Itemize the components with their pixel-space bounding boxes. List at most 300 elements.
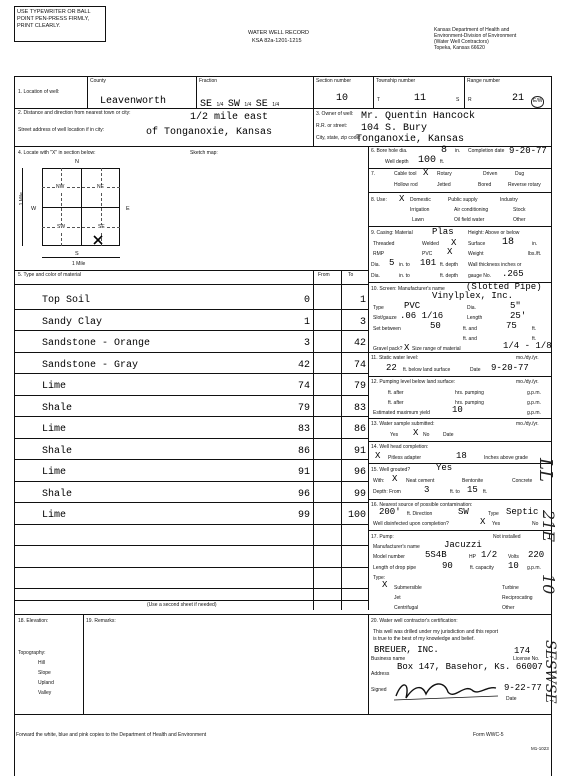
gauge-label: gauge No. — [468, 273, 492, 279]
materials-footer-line — [14, 600, 368, 601]
set-from: 50 — [430, 321, 441, 331]
item7-label: 7. — [371, 171, 376, 177]
margin-note-3: 10 — [539, 574, 558, 595]
item7-mark: X — [423, 168, 429, 178]
screen-type-label: Type — [373, 305, 384, 311]
bottom-line — [14, 714, 552, 715]
head-mark: X — [375, 451, 381, 461]
material-name: Shale — [42, 445, 73, 457]
location-mark-x — [92, 234, 104, 246]
material-row — [14, 505, 368, 527]
item16-line — [368, 530, 552, 531]
grout-to: 15 — [467, 485, 478, 495]
casing-material: Plas — [432, 227, 454, 237]
grid-dash-h2 — [42, 227, 120, 228]
material-row — [14, 462, 368, 484]
material-to: 83 — [353, 402, 366, 414]
elevation-label: 18. Elevation: — [18, 618, 49, 624]
business-label: Business name — [371, 656, 406, 662]
capacity-gpm: g.p.m. — [527, 565, 541, 571]
weight-label: Weight — [468, 251, 484, 257]
weight-unit: lbs./ft. — [528, 251, 542, 257]
bore-label: 6. Bore hole dia. — [371, 148, 408, 154]
casing-label: 9. Casing: Material — [371, 230, 413, 236]
material-from: 99 — [297, 510, 310, 521]
street-value: of Tonganoxie, Kansas — [146, 127, 273, 138]
sample-date-label: Date — [443, 432, 454, 438]
item7-line — [368, 192, 552, 193]
pump-volts: 220 — [528, 550, 545, 560]
capacity-value: 10 — [508, 561, 519, 571]
compass-n: N — [75, 159, 79, 165]
row1-divider-2 — [196, 76, 197, 108]
grid-dash-h1 — [42, 187, 120, 188]
margin-note-1: LL — [535, 458, 556, 482]
welded: Welded — [422, 241, 439, 247]
cert-text-2: is true to the best of my knowledge and belief. — [373, 636, 475, 642]
notice-line-2: POINT PEN-PRESS FIRMLY, — [17, 16, 90, 22]
use-ac: Air conditioning — [454, 207, 489, 213]
material-from: 96 — [297, 488, 310, 500]
material-row-line — [14, 395, 368, 396]
materials-label: 5. Type and color of material — [18, 272, 81, 278]
jetted: Jetted — [437, 182, 451, 188]
material-to: 74 — [353, 359, 366, 371]
yield-gpm: g.p.m. — [527, 410, 541, 416]
use-stock: Stock — [513, 207, 526, 213]
item6-line — [368, 168, 552, 169]
form-title: WATER WELL RECORD — [248, 30, 309, 36]
drop-label: Length of drop pipe — [373, 565, 417, 571]
materials-footer: (Use a second sheet if needed) — [147, 602, 217, 608]
pumping-gpm-1: g.p.m. — [527, 390, 541, 396]
pump-model: 5S4B — [425, 550, 447, 560]
use-irrigation: Irrigation — [410, 207, 430, 213]
material-name: Sandy Clay — [42, 316, 103, 328]
material-row — [14, 398, 368, 420]
material-to: 42 — [353, 338, 366, 349]
grout-ft: ft. — [483, 489, 488, 495]
signed-date: 9-22-77 — [504, 683, 542, 693]
grout-with: With: — [373, 478, 385, 484]
material-from: 83 — [297, 424, 310, 435]
static-date: 9-20-77 — [491, 363, 529, 373]
form-number: Form WWC-5 — [473, 732, 504, 738]
fraction-q2-unit: 1/4 — [244, 102, 252, 108]
pump-centrifugal: Centrifugal — [394, 605, 419, 611]
mile-label-h: 1 Mile — [72, 261, 86, 267]
material-name: Shale — [42, 488, 73, 500]
sample-unit: mo./dy./yr. — [516, 421, 539, 427]
material-name: Lime — [42, 510, 67, 521]
completion-label: Completion date — [468, 148, 505, 154]
grouted-label: 15. Well grouted? — [371, 467, 411, 473]
material-row-line — [14, 416, 368, 417]
contractor-signature — [392, 676, 504, 706]
material-row-line — [14, 330, 368, 331]
pump-manufacturer-label: Manufacturer's name — [373, 544, 420, 550]
screen-dia-label: Dia. — [467, 305, 476, 311]
surface-label: Surface — [468, 241, 486, 247]
to-header: To — [348, 272, 354, 278]
section-value: 10 — [336, 93, 349, 104]
use-public: Public supply — [448, 197, 478, 203]
disinfected-yes: Yes — [492, 521, 501, 527]
material-row-line — [14, 459, 368, 460]
pumping-hrs-2: hrs. pumping — [455, 400, 484, 406]
material-to: 99 — [353, 488, 366, 500]
materials-header-line — [14, 284, 368, 285]
static-date-label: Date — [470, 367, 481, 373]
pump-model-label: Model number — [373, 554, 405, 560]
surface-value: 18 — [502, 237, 515, 248]
pitless: Pitless adapter — [388, 455, 422, 461]
county-label: County — [90, 78, 106, 84]
section-grid-h — [42, 207, 120, 208]
quadrant-se: SE — [98, 224, 105, 230]
material-row — [14, 376, 368, 398]
fraction-q3-unit: 1/4 — [272, 102, 280, 108]
pump-hp: 1/2 — [481, 550, 498, 560]
fraction-label: Fraction — [199, 78, 218, 84]
grout-mark: X — [392, 474, 398, 484]
material-to: 79 — [353, 381, 366, 392]
material-name: Lime — [42, 467, 67, 478]
form-statute: KSA 82a-1201-1215 — [252, 38, 302, 44]
grout-neat: Neat cement — [406, 478, 435, 484]
owner-label: 3. Owner of well: — [316, 111, 354, 117]
empty-row-line — [14, 545, 368, 546]
material-row-line — [14, 502, 368, 503]
reverse-rotary: Reverse rotary — [508, 182, 541, 188]
length-value: 25' — [510, 311, 527, 321]
gravel-size: 1/4 - 1/8 — [503, 341, 552, 351]
slot-value: .06 1/16 — [400, 311, 444, 321]
empty-row-line — [14, 588, 368, 589]
distance-value: 1/2 mile east — [190, 112, 269, 123]
length-label: Length — [467, 315, 483, 321]
grout-bentonite: Bentonite — [462, 478, 484, 484]
notice-line-3: PRINT CLEARLY. — [17, 23, 61, 29]
pumping-hrs-1: hrs. pumping — [455, 390, 484, 396]
disinfected-label: Well disinfected upon completion? — [373, 521, 449, 527]
rotary: Rotary — [437, 171, 452, 177]
street-label: Street address of well location if in city: — [18, 127, 105, 133]
gravel-label: Gravel pack? — [373, 346, 403, 352]
pvc: PVC — [422, 251, 433, 257]
agency-line-2: Environment-Division of Environment — [434, 33, 517, 39]
material-row — [14, 441, 368, 463]
static-unit: mo./dy./yr. — [516, 355, 539, 361]
casing-dia-label: Dia. — [371, 262, 380, 268]
pvc-mark: X — [447, 247, 453, 257]
material-name: Lime — [42, 424, 67, 435]
agency-line-1: Kansas Department of Health and — [434, 27, 510, 33]
location-label: 1. Location of well: — [18, 89, 60, 95]
township-t: T — [377, 97, 381, 103]
section-label: Section number — [316, 78, 352, 84]
material-row-line — [14, 309, 368, 310]
business-name: BREUER, INC. — [374, 645, 439, 655]
material-row — [14, 290, 368, 312]
license-label: License No. — [513, 656, 540, 662]
contam-label: 16. Nearest source of possible contamination: — [371, 502, 473, 508]
head-above: 18 — [456, 451, 467, 461]
item11-line — [368, 376, 552, 377]
sample-yes: Yes — [390, 432, 399, 438]
township-value: 11 — [414, 93, 427, 104]
pump-turbine: Turbine — [502, 585, 519, 591]
agency-line-4: Topeka, Kansas 66620 — [434, 45, 485, 51]
material-row-line — [14, 481, 368, 482]
material-to: 86 — [353, 424, 366, 435]
set-ft: ft. — [532, 326, 537, 332]
margin-note-2: 21E — [539, 510, 558, 543]
pump-type-mark: X — [382, 580, 388, 590]
static-label: 11. Static water level: — [371, 355, 419, 361]
item14-line — [368, 463, 552, 464]
screen-dia: 5" — [510, 301, 521, 311]
pump-jet: Jet — [394, 595, 401, 601]
pump-not-installed: Not installed — [493, 534, 521, 540]
material-to: 100 — [347, 510, 366, 521]
material-from: 42 — [297, 359, 310, 371]
pumping-label: 12. Pumping level below land surface: — [371, 379, 456, 385]
contam-type: Septic — [506, 507, 539, 517]
material-row — [14, 419, 368, 441]
set-and: ft. and — [463, 326, 477, 332]
gravel-size-label: Size range of material — [412, 346, 461, 352]
use-other: Other — [513, 217, 526, 223]
material-to: 96 — [353, 467, 366, 478]
contam-type-label: Type — [488, 511, 499, 517]
row2-divider — [313, 108, 314, 146]
item15-line — [368, 499, 552, 500]
material-row-line — [14, 438, 368, 439]
bottom-divider-2 — [368, 614, 369, 714]
hollow-rod: Hollow rod — [394, 182, 418, 188]
fraction-value — [200, 93, 279, 111]
casing-ft-depth-2: ft. depth — [440, 273, 459, 279]
material-name: Sandstone - Orange — [42, 338, 151, 349]
quadrant-ne: NE — [97, 184, 104, 190]
signed-date-label: Date — [506, 696, 517, 702]
material-to: 1 — [359, 295, 366, 306]
city-label: City, state, zip code: — [316, 135, 361, 141]
range-dir: E/W — [531, 96, 544, 108]
distance-label: 2. Distance and direction from nearest town or city: — [18, 110, 131, 116]
material-row-line — [14, 524, 368, 525]
county-value: Leavenworth — [100, 96, 167, 107]
pumping-unit: mo./dy./yr. — [516, 379, 539, 385]
compass-s: S — [75, 251, 79, 257]
locate-bottom-line — [14, 270, 368, 271]
material-from: 86 — [297, 445, 310, 457]
item13-line — [368, 441, 552, 442]
grout-from: 3 — [424, 485, 430, 495]
mile-label-v: 1 Mile — [18, 192, 25, 206]
depth-ft: ft. — [440, 159, 445, 165]
range-r: R — [468, 97, 472, 103]
disinfected-mark: X — [480, 517, 486, 527]
row2-bottom-line — [14, 146, 552, 147]
cert-text-1: This well was drilled under my jurisdiction and this report — [373, 629, 499, 635]
mile-bar-v — [22, 168, 23, 246]
bored: Bored — [478, 182, 492, 188]
grout-to-label: ft. to — [450, 489, 460, 495]
pump-label: 17. Pump: — [371, 534, 394, 540]
row1-divider-4 — [373, 76, 374, 108]
item8-line — [368, 226, 552, 227]
surface-in: in. — [532, 241, 538, 247]
static-below: ft. below land surface — [403, 367, 451, 373]
casing-to-label: in. to — [399, 262, 410, 268]
quadrant-sw: SW — [57, 224, 66, 230]
slot-label: Slot/gauze — [373, 315, 397, 321]
pump-other: Other — [502, 605, 515, 611]
material-name: Sandstone - Gray — [42, 359, 139, 371]
use-mark: X — [399, 194, 405, 204]
pump-submersible: Submersible — [394, 585, 422, 591]
material-to: 3 — [359, 316, 366, 328]
use-domestic: Domestic — [410, 197, 431, 203]
pump-reciprocating: Reciprocating — [502, 595, 533, 601]
sample-label: 13. Water sample submitted: — [371, 421, 435, 427]
dug: Dug — [515, 171, 525, 177]
agency-line-3: (Water Well Contractors) — [434, 39, 489, 45]
topo-slope: Slope — [38, 670, 51, 676]
material-from: 3 — [303, 338, 310, 349]
casing-ft-depth: ft. depth — [440, 262, 459, 268]
head-label: 14. Well head completion: — [371, 444, 429, 450]
item12-line — [368, 418, 552, 419]
item10-line — [368, 352, 552, 353]
grout-concrete: Concrete — [512, 478, 533, 484]
casing-dia2-label: Dia. — [371, 273, 380, 279]
threaded: Threaded — [373, 241, 395, 247]
owner-value: Mr. Quentin Hancock — [361, 111, 476, 122]
range-value: 21 — [512, 93, 525, 104]
township-s: S — [456, 97, 460, 103]
material-row — [14, 312, 368, 334]
material-row — [14, 484, 368, 506]
pump-hp-label: HP — [469, 554, 476, 560]
topo-upland: Upland — [38, 680, 54, 686]
row1-divider-1 — [87, 76, 88, 108]
sample-no: No — [423, 432, 430, 438]
address-value: Box 147, Basehor, Ks. 66007 — [397, 662, 543, 672]
pumping-gpm-2: g.p.m. — [527, 400, 541, 406]
sample-mark: X — [413, 428, 419, 438]
depth-value: 100 — [418, 155, 437, 166]
material-from: 91 — [297, 467, 310, 478]
rr-label: R.R. or street: — [316, 123, 348, 129]
casing-dia2-to: in. to — [399, 273, 410, 279]
use-industry: Industry — [500, 197, 518, 203]
contam-direction-label: ft. Direction — [407, 511, 433, 517]
gauge-value: .265 — [502, 269, 524, 279]
bottom-top-line — [14, 614, 552, 615]
driven: Driven — [483, 171, 498, 177]
bottom-divider-1 — [83, 614, 84, 714]
screen-label: 10. Screen: Manufacturer's name — [371, 286, 445, 292]
compass-w: W — [31, 206, 37, 212]
compass-e: E — [126, 206, 130, 212]
fraction-q3: SE — [255, 99, 268, 110]
pumping-ft-after-1: ft. after — [388, 390, 404, 396]
topo-valley: Valley — [38, 690, 52, 696]
form-code: M1-1023 — [531, 746, 549, 751]
casing-mark: X — [451, 238, 457, 248]
forward-note: Forward the white, blue and pink copies to the Department of Health and Environment — [16, 732, 207, 738]
fraction-q1: SE — [200, 99, 213, 110]
head-above-label: Inches above grade — [484, 455, 528, 461]
material-row — [14, 355, 368, 377]
quadrant-nw: NW — [56, 184, 65, 190]
drop-value: 90 — [442, 561, 453, 571]
screen-manufacturer-2: Vinylplex, Inc. — [432, 291, 514, 301]
fraction-q2: SW — [227, 99, 240, 110]
notice-line-1: USE TYPEWRITER OR BALL — [17, 9, 91, 15]
height-label: Height: Above or below — [468, 230, 520, 236]
grout-depth-label: Depth: From — [373, 489, 401, 495]
range-label: Range number — [467, 78, 501, 84]
yield-value: 10 — [452, 405, 463, 415]
set-to: 75 — [506, 321, 517, 331]
cert-label: 20. Water well contractor's certification: — [371, 618, 458, 624]
set-and-2: ft. and — [463, 336, 477, 342]
contam-direction: SW — [458, 507, 469, 517]
signed-label: Signed — [371, 687, 387, 693]
material-from: 0 — [303, 295, 310, 306]
topography-label: Topography: — [18, 650, 46, 656]
set-label: Set between — [373, 326, 401, 332]
sketch-label: Sketch map: — [190, 150, 218, 156]
empty-row-line — [14, 567, 368, 568]
use-label: 8. Use: — [371, 197, 387, 203]
pumping-ft-after-2: ft. after — [388, 400, 404, 406]
material-name: Lime — [42, 381, 67, 392]
contam-distance: 200' — [379, 507, 401, 517]
material-name: Top Soil — [42, 295, 91, 306]
material-name: Shale — [42, 402, 73, 414]
address-label: Address — [371, 671, 390, 677]
remarks-label: 19. Remarks: — [86, 618, 116, 624]
bore-dia: 8 — [441, 145, 448, 156]
material-from: 1 — [303, 316, 310, 328]
material-row — [14, 333, 368, 355]
gravel-mark: X — [404, 343, 410, 353]
depth-label: Well depth — [385, 159, 409, 165]
pump-manufacturer: Jacuzzi — [444, 540, 482, 550]
locate-label: 4. Locate with "X" in section below: — [18, 150, 96, 156]
rmp: RMP — [373, 251, 385, 257]
yield-label: Estimated maximum yield — [373, 410, 430, 416]
row1-divider-5 — [464, 76, 465, 108]
row1-bottom-line — [14, 108, 552, 109]
material-to: 91 — [353, 445, 366, 457]
material-from: 74 — [297, 381, 310, 392]
completion-value: 9-20-77 — [509, 146, 547, 156]
thickness-label: Wall thickness inches or — [468, 262, 522, 268]
casing-to: 101 — [420, 258, 437, 268]
row1-divider-3 — [313, 76, 314, 108]
material-from: 79 — [297, 402, 310, 414]
township-label: Township number — [376, 78, 416, 84]
pump-type-label: Type: — [373, 575, 386, 581]
fraction-q1-unit: 1/4 — [216, 102, 224, 108]
right-column-divider — [368, 146, 369, 610]
